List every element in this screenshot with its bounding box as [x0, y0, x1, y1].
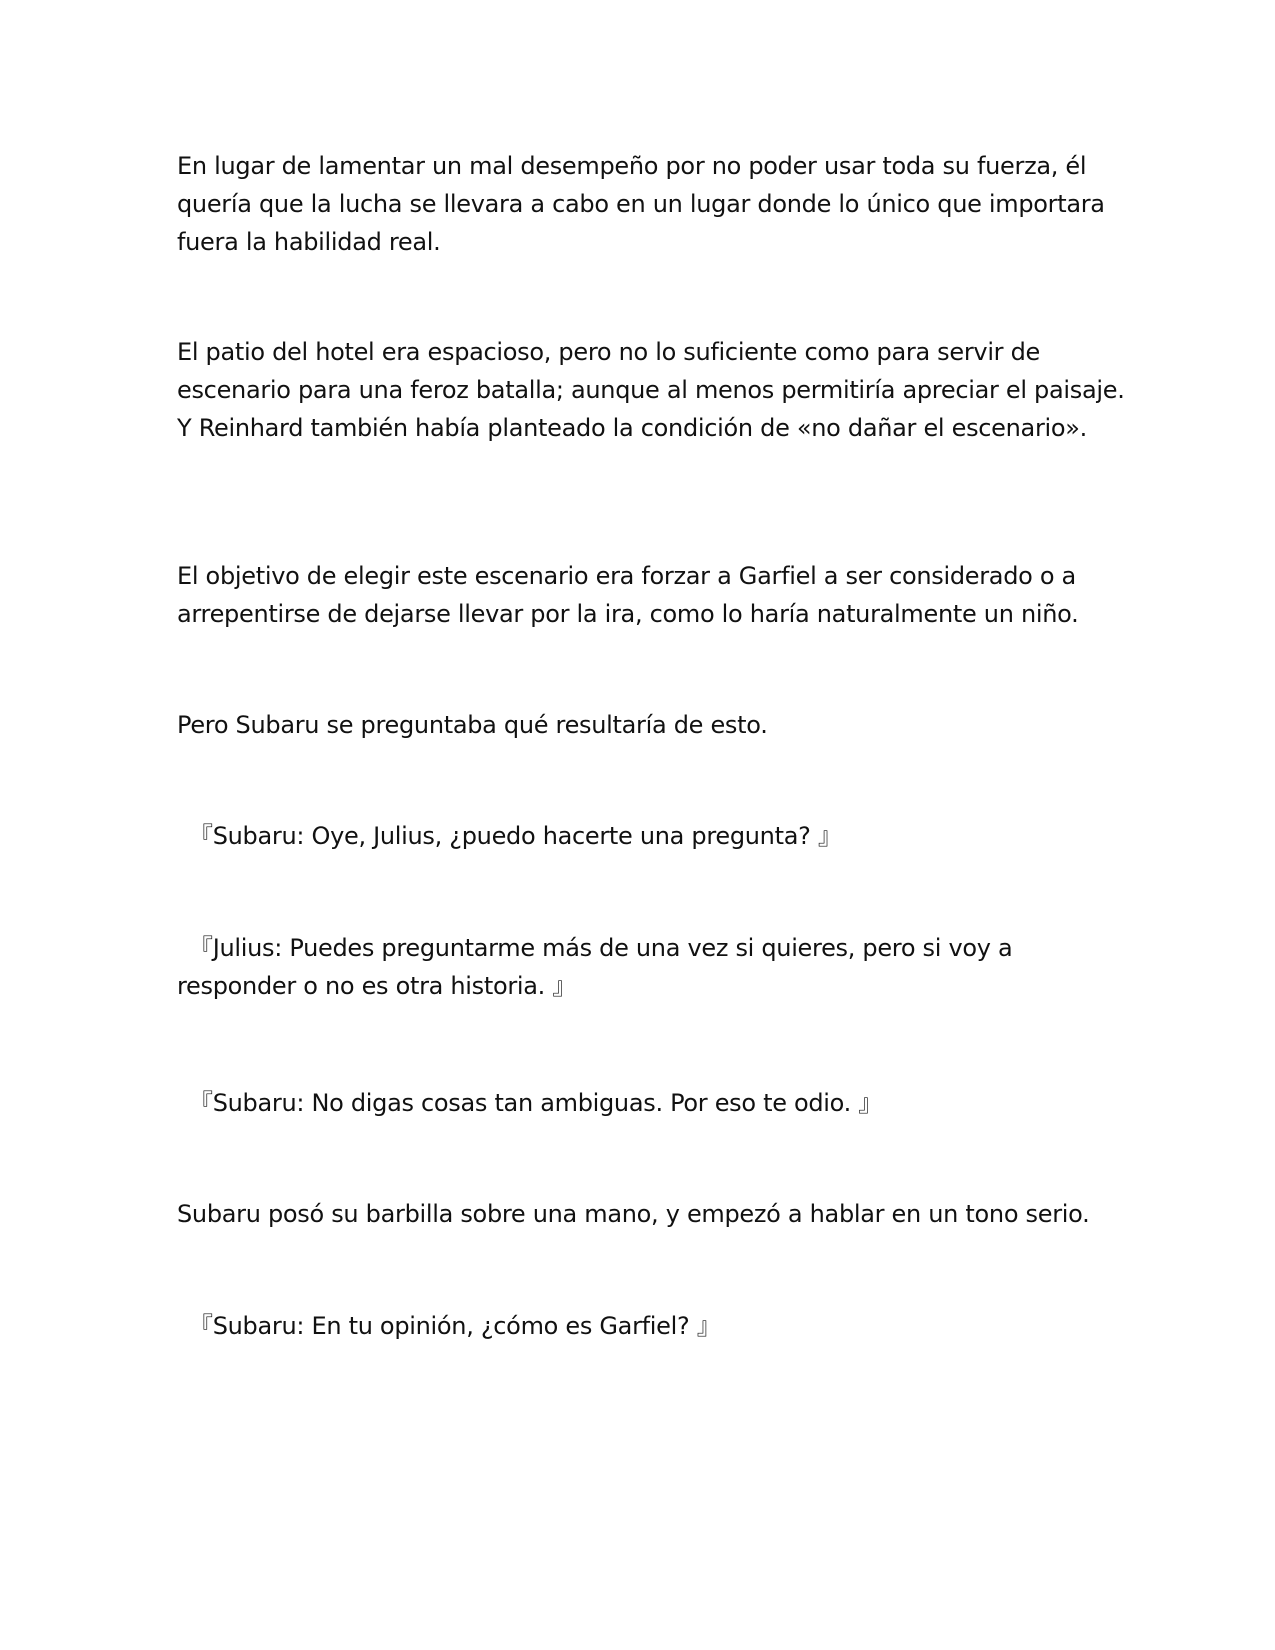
- dialogue-line-1: 『Subaru: Oye, Julius, ¿puedo hacerte una pregunta? 』: [189, 822, 842, 850]
- paragraph-4: Pero Subaru se preguntaba qué resultaría de esto.: [177, 711, 768, 739]
- paragraph-2: El patio del hotel era espacioso, pero no lo suficiente como para servir de escenario para una feroz batalla; aunque al menos permitiría apreciar el paisaje. Y Reinhard también había planteado la condición de «no dañar el escenario».: [177, 338, 1125, 442]
- paragraph-5: Subaru posó su barbilla sobre una mano, y empezó a hablar en un tono serio.: [177, 1200, 1090, 1228]
- dialogue-line-2: 『Julius: Puedes preguntarme más de una vez si quieres, pero si voy a responder o no es otra historia. 』: [177, 934, 1013, 1000]
- paragraph-1: En lugar de lamentar un mal desempeño por no poder usar toda su fuerza, él quería que la lucha se llevara a cabo en un lugar donde lo único que importara fuera la habilidad real.: [177, 152, 1105, 256]
- dialogue-line-4: 『Subaru: En tu opinión, ¿cómo es Garfiel? 』: [189, 1312, 721, 1340]
- dialogue-line-3: 『Subaru: No digas cosas tan ambiguas. Por eso te odio. 』: [189, 1089, 882, 1117]
- paragraph-3: El objetivo de elegir este escenario era forzar a Garfiel a ser considerado o a arrepentirse de dejarse llevar por la ira, como lo haría naturalmente un niño.: [177, 562, 1079, 628]
